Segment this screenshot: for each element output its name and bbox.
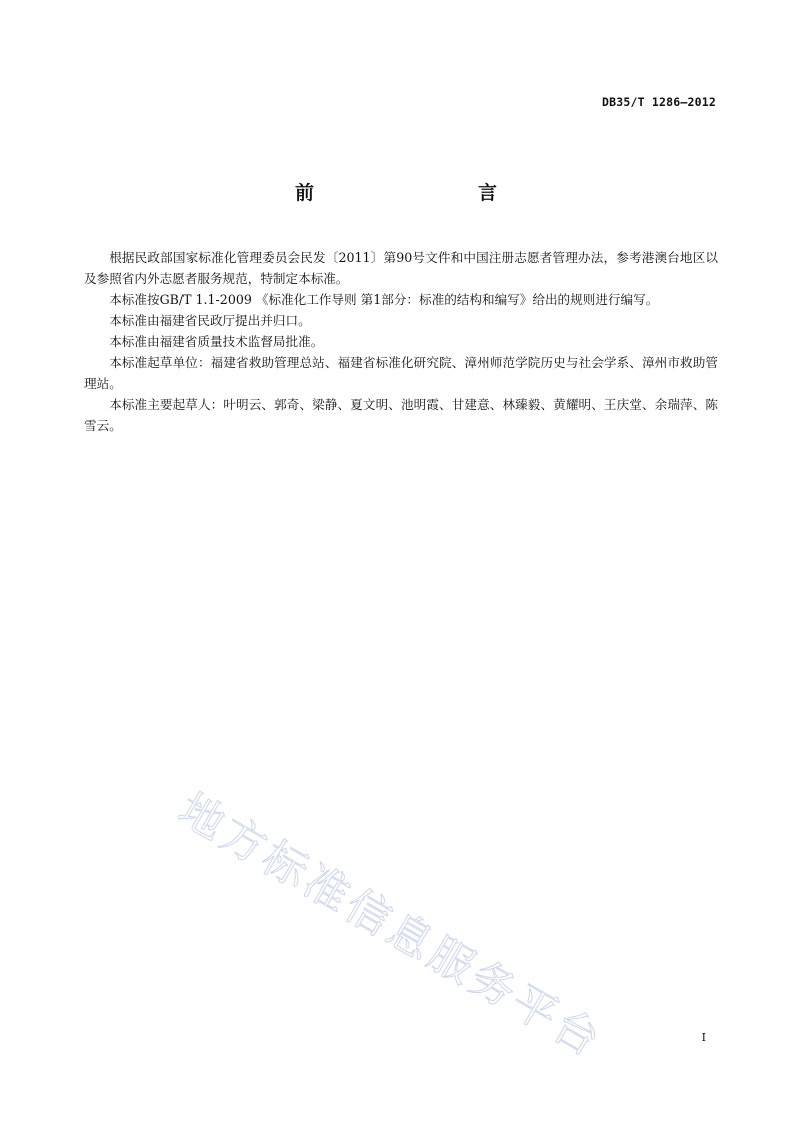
paragraph-drafters: 本标准主要起草人：叶明云、郭奇、梁静、夏文明、池明霞、甘建意、林臻毅、黄耀明、王庆堂、余瑞萍、陈雪云。 bbox=[84, 397, 718, 433]
page-number: I bbox=[701, 1031, 706, 1044]
paragraph-basis: 根据民政部国家标准化管理委员会民发〔2011〕第90号文件和中国注册志愿者管理办法，参考港澳台地区以及参照省内外志愿者服务规范，特制定本标准。 bbox=[84, 250, 718, 286]
standard-code: DB35/T 1286—2012 bbox=[602, 95, 716, 109]
paragraph-approver: 本标准由福建省质量技术监督局批准。 bbox=[109, 334, 324, 349]
section-title: 前 言 bbox=[294, 182, 539, 204]
watermark: 地方标准信息服务平台 bbox=[170, 783, 612, 1068]
foreword-body bbox=[84, 247, 718, 436]
paragraph-drafting-units: 本标准起草单位：福建省救助管理总站、福建省标准化研究院、漳州师范学院历史与社会学系、漳州市救助管理站。 bbox=[84, 355, 718, 391]
paragraph-drafting-rules: 本标准按GB/T 1.1-2009 《标准化工作导则 第1部分：标准的结构和编写》给出的规则进行编写。 bbox=[109, 292, 659, 307]
paragraph-proposer: 本标准由福建省民政厅提出并归口。 bbox=[109, 313, 311, 328]
